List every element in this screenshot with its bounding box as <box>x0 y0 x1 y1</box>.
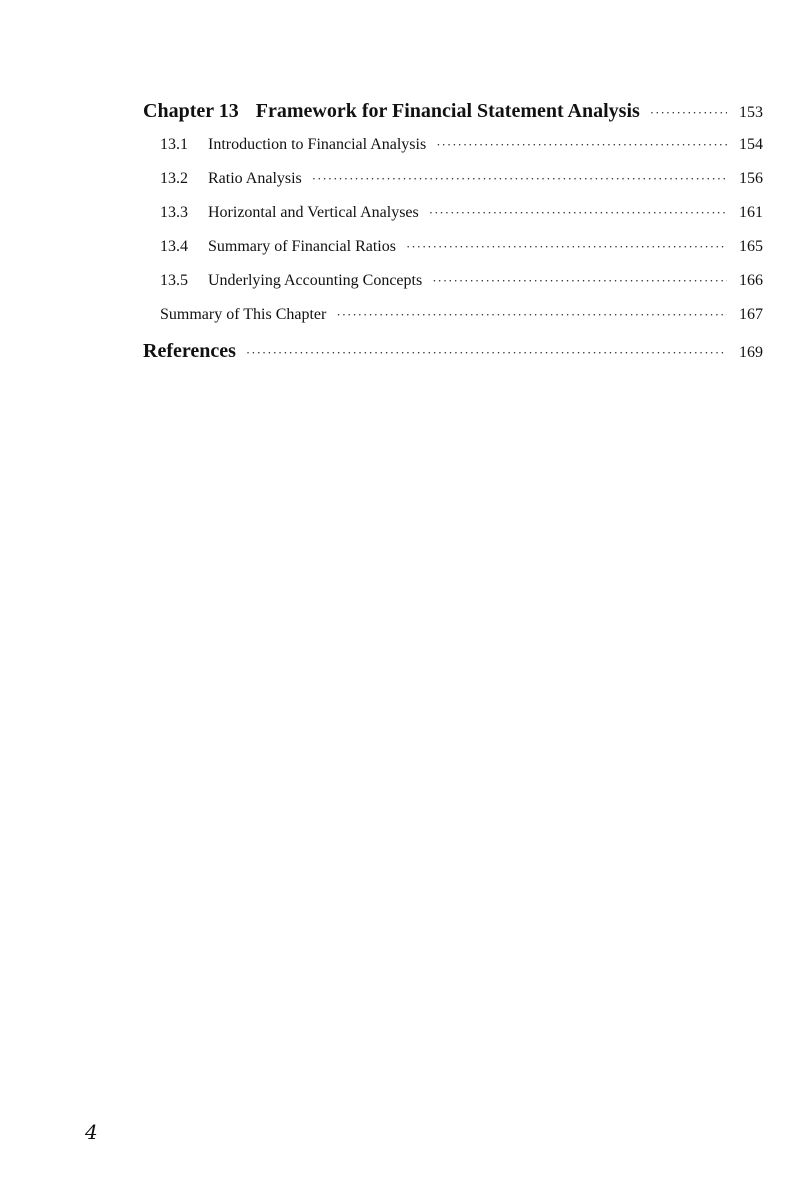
section-number: 13.5 <box>160 272 188 289</box>
section-page-number: 165 <box>739 238 763 255</box>
toc-chapter-entry[interactable] <box>143 100 763 130</box>
dot-leader <box>429 205 727 221</box>
page-number: 4 <box>85 1120 98 1144</box>
toc-section-entry[interactable] <box>143 170 763 204</box>
toc-section-entry[interactable] <box>143 136 763 170</box>
section-page-number: 154 <box>739 136 763 153</box>
section-number: 13.3 <box>160 204 188 221</box>
toc-section-entry[interactable] <box>143 204 763 238</box>
dot-leader <box>312 171 727 187</box>
section-number: 13.1 <box>160 136 188 153</box>
section-title: Summary of Financial Ratios <box>208 238 396 255</box>
chapter-page-number: 153 <box>739 104 763 121</box>
chapter-number: Chapter 13 <box>143 100 239 122</box>
dot-leader <box>246 345 727 361</box>
section-number: 13.2 <box>160 170 188 187</box>
section-title: Ratio Analysis <box>208 170 302 187</box>
toc-section-entry[interactable] <box>143 272 763 306</box>
references-page-number: 169 <box>739 344 763 361</box>
toc-section-entry[interactable] <box>143 238 763 272</box>
toc-references-entry[interactable] <box>143 340 763 370</box>
section-page-number: 156 <box>739 170 763 187</box>
section-title: Underlying Accounting Concepts <box>208 272 423 289</box>
summary-title: Summary of This Chapter <box>160 306 327 323</box>
dot-leader <box>650 105 727 121</box>
toc-summary-entry[interactable] <box>143 306 763 340</box>
section-page-number: 166 <box>739 272 763 289</box>
table-of-contents <box>143 100 763 370</box>
references-title: References <box>143 340 236 362</box>
dot-leader <box>432 273 727 289</box>
summary-page-number: 167 <box>739 306 763 323</box>
dot-leader <box>336 307 727 323</box>
section-page-number: 161 <box>739 204 763 221</box>
dot-leader <box>406 239 727 255</box>
dot-leader <box>436 137 727 153</box>
section-title: Horizontal and Vertical Analyses <box>208 204 419 221</box>
section-number: 13.4 <box>160 238 188 255</box>
chapter-title: Framework for Financial Statement Analysis <box>255 100 640 122</box>
section-title: Introduction to Financial Analysis <box>208 136 427 153</box>
